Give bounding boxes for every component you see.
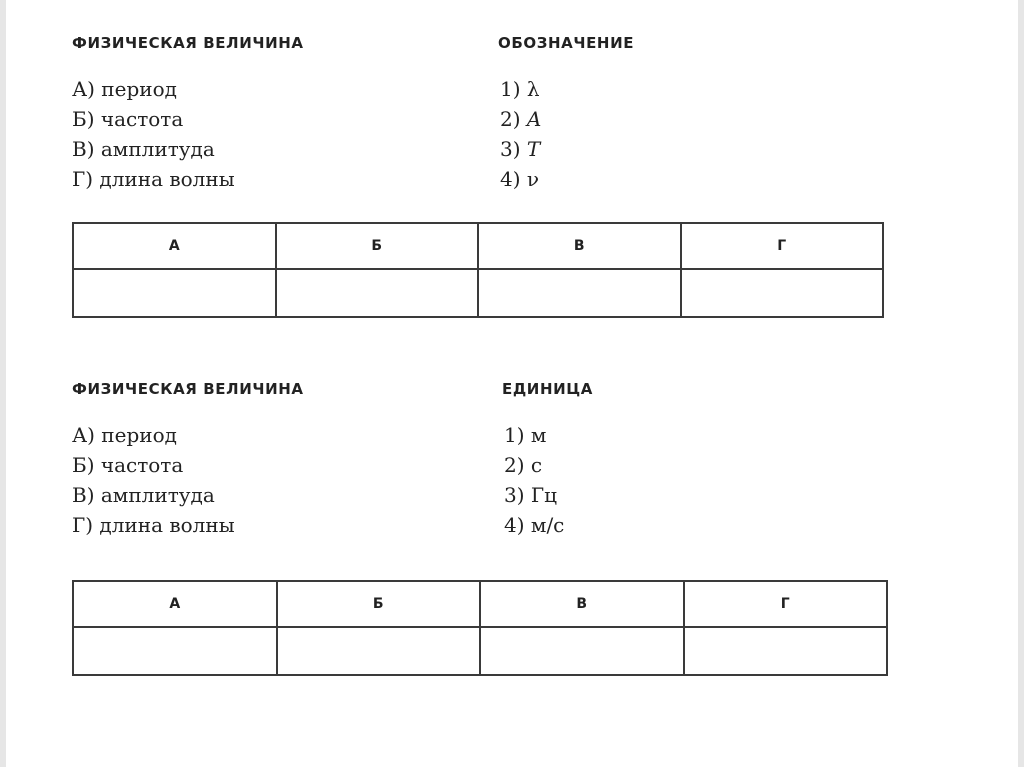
task1-answer-table xyxy=(72,222,884,318)
page-frame-left xyxy=(0,0,6,767)
option-symbol: ν xyxy=(526,167,540,191)
option-symbol: A xyxy=(526,107,542,131)
task2-option-2 xyxy=(504,450,564,480)
task1-symbol-list xyxy=(500,74,541,194)
task2-quantity-v: В) амплитуда xyxy=(72,483,215,507)
column-header-a: А xyxy=(73,223,276,269)
column-header-a: А xyxy=(73,581,277,627)
answer-cell-b[interactable] xyxy=(276,269,479,317)
option-symbol: T xyxy=(526,137,541,161)
option-unit: м xyxy=(530,423,547,447)
task2-option-4 xyxy=(504,510,564,540)
option-number: 1) xyxy=(500,77,521,101)
answer-cell-g[interactable] xyxy=(681,269,884,317)
option-number: 3) xyxy=(504,483,525,507)
task2-answer-table xyxy=(72,580,888,676)
column-header-g: Г xyxy=(681,223,884,269)
task2-quantity-b: Б) частота xyxy=(72,453,184,477)
column-header-b: Б xyxy=(276,223,479,269)
column-header-b: Б xyxy=(277,581,481,627)
option-number: 4) xyxy=(500,167,521,191)
task1-quantity-g: Г) длина волны xyxy=(72,167,235,191)
task2-unit-header: ЕДИНИЦА xyxy=(502,380,593,398)
option-symbol: λ xyxy=(526,77,540,101)
column-header-g: Г xyxy=(684,581,888,627)
task2-unit-list xyxy=(504,420,564,540)
task1-symbol-header: ОБОЗНАЧЕНИЕ xyxy=(498,34,635,52)
answer-cell-a[interactable] xyxy=(73,627,277,675)
option-number: 2) xyxy=(504,453,525,477)
option-number: 3) xyxy=(500,137,521,161)
task2-option-3 xyxy=(504,480,564,510)
column-header-v: В xyxy=(478,223,681,269)
option-unit: с xyxy=(530,453,543,477)
answer-cell-g[interactable] xyxy=(684,627,888,675)
option-unit: м/с xyxy=(530,513,565,537)
column-header-v: В xyxy=(480,581,684,627)
answer-cell-v[interactable] xyxy=(478,269,681,317)
table-answer-row xyxy=(73,269,883,317)
task2-quantity-a: А) период xyxy=(72,423,177,447)
answer-cell-a[interactable] xyxy=(73,269,276,317)
table-header-row xyxy=(73,223,883,269)
option-unit: Гц xyxy=(530,483,557,507)
task1-quantity-b: Б) частота xyxy=(72,107,184,131)
option-number: 4) xyxy=(504,513,525,537)
answer-cell-b[interactable] xyxy=(277,627,481,675)
answer-cell-v[interactable] xyxy=(480,627,684,675)
task2-option-1 xyxy=(504,420,564,450)
table-answer-row xyxy=(73,627,887,675)
task1-option-1 xyxy=(500,74,541,104)
task1-quantity-v: В) амплитуда xyxy=(72,137,215,161)
task2-quantity-g: Г) длина волны xyxy=(72,513,235,537)
task2-quantity-header: ФИЗИЧЕСКАЯ ВЕЛИЧИНА xyxy=(72,380,304,398)
task1-option-4 xyxy=(500,164,541,194)
task1-quantity-list xyxy=(72,74,235,194)
task1-quantity-a: А) период xyxy=(72,77,177,101)
option-number: 1) xyxy=(504,423,525,447)
page-frame-right xyxy=(1018,0,1024,767)
task1-quantity-header: ФИЗИЧЕСКАЯ ВЕЛИЧИНА xyxy=(72,34,304,52)
option-number: 2) xyxy=(500,107,521,131)
task1-option-3 xyxy=(500,134,541,164)
task1-option-2 xyxy=(500,104,541,134)
table-header-row xyxy=(73,581,887,627)
task2-quantity-list xyxy=(72,420,235,540)
